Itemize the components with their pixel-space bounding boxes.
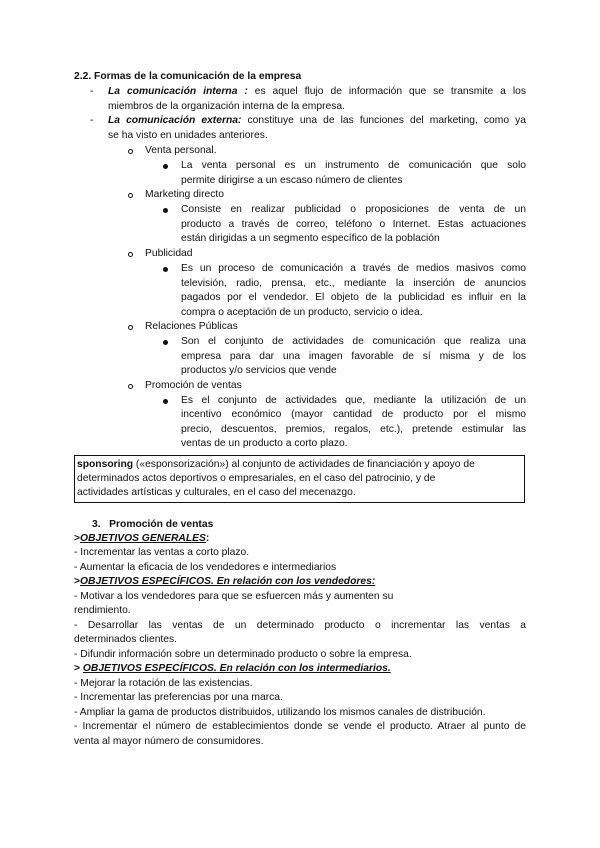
item-text-line: compra o aceptación de un producto, servicio o idea. — [181, 307, 423, 318]
objective-line: determinados clientes. — [74, 634, 178, 645]
seller-objectives-title: OBJETIVOS ESPECÍFICOS. En relación con los vendedores: — [80, 576, 376, 587]
heading-prefix: > — [74, 576, 81, 587]
item-text-line: precio, descuentos, premios, regalos, etc.), pretende estimular las — [181, 424, 526, 435]
circle-bullet-icon — [128, 149, 133, 154]
internal-communication-term: La comunicación interna : — [108, 86, 248, 97]
item-title: Promoción de ventas — [145, 380, 242, 391]
item-title: Relaciones Públicas — [145, 321, 238, 332]
heading-prefix: > — [74, 533, 81, 544]
circle-bullet-icon — [128, 384, 133, 389]
disc-bullet-icon — [163, 164, 168, 169]
intermediary-objectives-heading — [74, 662, 391, 677]
objective-line: - Incrementar las preferencias por una marca. — [74, 692, 283, 703]
general-objectives-title: OBJETIVOS GENERALES — [80, 533, 206, 544]
item-text-line: Consiste en realizar publicidad o proposiciones de venta de un — [181, 204, 526, 215]
objective-line: rendimiento. — [74, 605, 131, 616]
item-text-line: empresa para dar una imagen favorable de sí misma y de los — [181, 351, 526, 362]
item-text-line: La venta personal es un instrumento de comunicación que solo — [181, 160, 526, 171]
section-heading: 2.2. Formas de la comunicación de la empresa — [74, 71, 302, 82]
promo-heading: 3. Promoción de ventas — [92, 519, 214, 530]
item-text-line: producto a través de correo, teléfono o Internet. Estas actuaciones — [181, 219, 526, 230]
disc-bullet-icon — [163, 267, 168, 272]
disc-bullet-icon — [163, 208, 168, 213]
item-title: Publicidad — [145, 248, 193, 259]
item-text-line: están dirigidas a un segmento específico de la población — [181, 233, 440, 244]
objective-line: - Ampliar la gama de productos distribuidos, utilizando los mismos canales de distribución. — [74, 707, 486, 718]
dash-marker: - — [90, 115, 94, 126]
seller-objectives-heading — [74, 575, 375, 590]
sponsoring-line2: determinados actos deportivos o empresariales, en el caso del patrocinio, y de — [77, 473, 436, 484]
circle-bullet-icon — [128, 325, 133, 330]
item-text-line: productos y/o servicios que vende — [181, 365, 337, 376]
item-text-line: Son el conjunto de actividades de comunicación que realiza una — [181, 336, 526, 347]
circle-bullet-icon — [128, 193, 133, 198]
item-title: Venta personal. — [145, 145, 217, 156]
external-communication-line2: se ha visto en unidades anteriores. — [108, 130, 268, 141]
item-text-line: ventas de un producto a corto plazo. — [181, 438, 348, 449]
objective-line: - Incrementar el número de establecimientos donde se vende el producto. Atraer al punto de — [74, 721, 526, 732]
external-communication-text: constituye una de las funciones del marketing, como ya — [241, 115, 526, 126]
sponsoring-line3: actividades artísticas y culturales, en el caso del mecenazgo. — [77, 487, 356, 498]
item-title: Marketing directo — [145, 189, 224, 200]
disc-bullet-icon — [163, 340, 168, 345]
objective-line: - Aumentar la eficacia de los vendedores e intermediarios — [74, 562, 337, 573]
item-text-line: Es el conjunto de actividades que, mediante la utilización de un — [181, 395, 526, 406]
external-communication-term: La comunicación externa: — [108, 115, 242, 126]
general-objectives-heading — [74, 532, 209, 547]
internal-communication-line — [108, 85, 526, 100]
sponsoring-term: sponsoring — [77, 459, 134, 470]
internal-communication-line2: miembros de la organización interna de la empresa. — [108, 101, 345, 112]
item-text-line: incentivo económico (mayor cantidad de producto por el mismo — [181, 409, 526, 420]
sponsoring-line1 — [77, 458, 475, 473]
objective-line: - Desarrollar las ventas de un determinado producto o incrementar las ventas a — [74, 620, 526, 631]
heading-prefix: > — [74, 663, 83, 674]
item-text-line: pagados por el vendedor. El objeto de la publicidad es influir en la — [181, 292, 526, 303]
intermediary-objectives-title: OBJETIVOS ESPECÍFICOS. En relación con los intermediarios. — [82, 663, 391, 674]
item-text-line: Es un proceso de comunicación a través de medios masivos como — [181, 263, 526, 274]
internal-communication-text: es aquel flujo de información que se transmite a los — [247, 86, 526, 97]
objective-line: venta al mayor número de consumidores. — [74, 736, 264, 747]
objective-line: - Motivar a los vendedores para que se esfuercen más y aumenten su — [74, 591, 394, 602]
objective-line: - Mejorar la rotación de las existencias. — [74, 678, 253, 689]
objective-line: - Difundir información sobre un determinado producto o sobre la empresa. — [74, 649, 412, 660]
dash-marker: - — [90, 86, 94, 97]
heading-suffix: : — [205, 533, 210, 544]
item-text-line: televisión, radio, prensa, etc., mediante la inserción de anuncios — [181, 278, 526, 289]
item-text-line: permite dirigirse a un escaso número de clientes — [181, 175, 403, 186]
sponsoring-text: («esponsorización») al conjunto de actividades de financiación y apoyo de — [133, 459, 475, 470]
disc-bullet-icon — [163, 399, 168, 404]
objective-line: - Incrementar las ventas a corto plazo. — [74, 547, 250, 558]
circle-bullet-icon — [128, 252, 133, 257]
external-communication-line — [108, 114, 526, 129]
